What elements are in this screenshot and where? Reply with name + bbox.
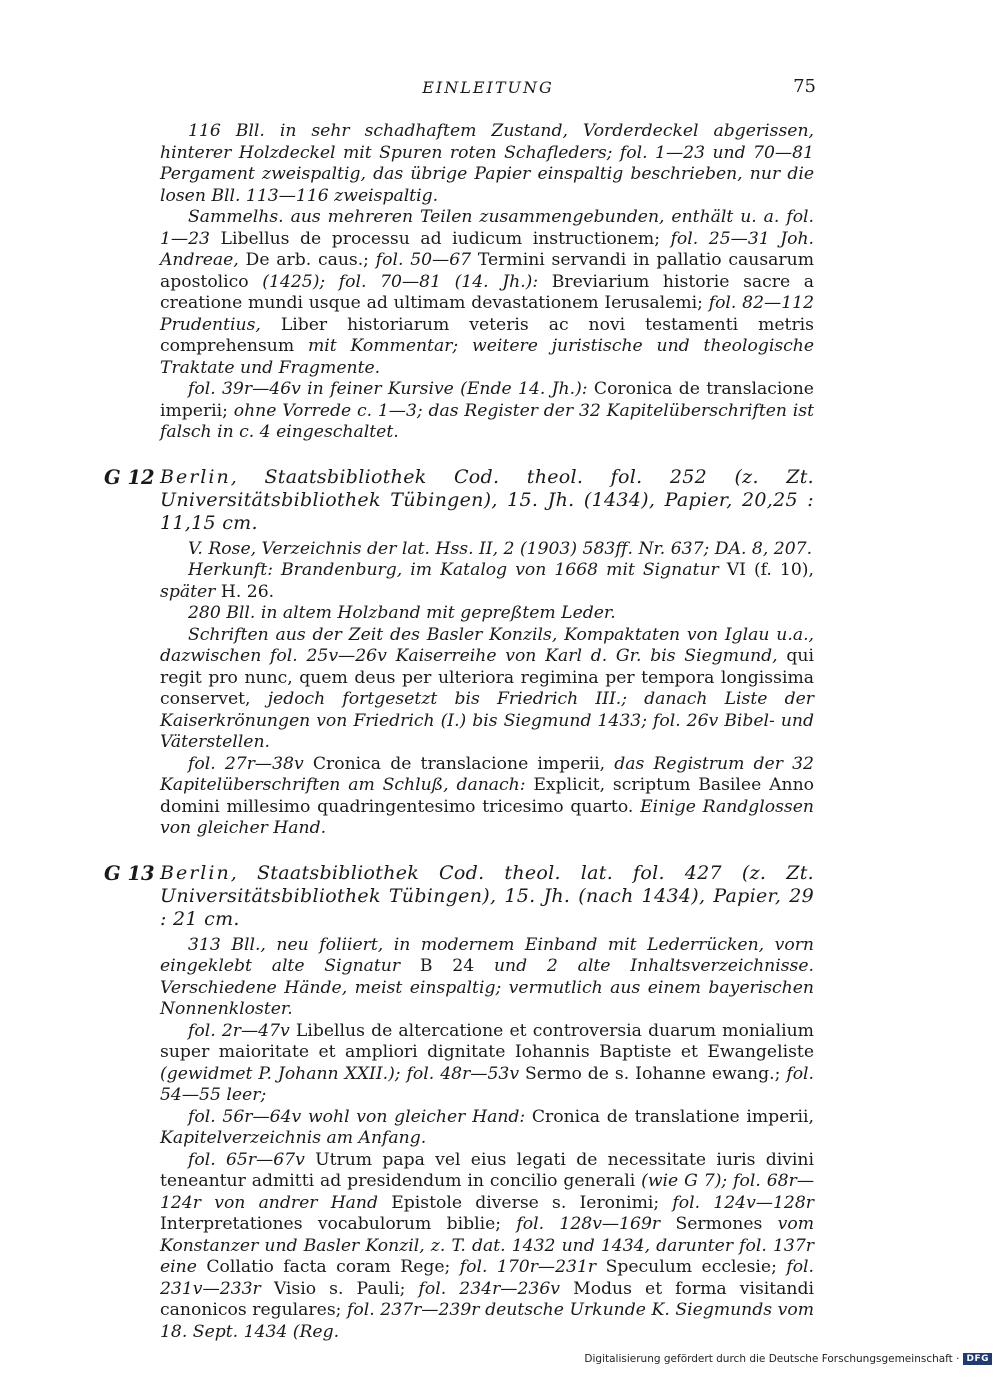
paragraph (160, 1107, 814, 1150)
digitization-footer (584, 1350, 992, 1368)
page-header (160, 78, 816, 100)
paragraph (160, 603, 814, 625)
paragraph (160, 935, 814, 1021)
text-run: später (160, 581, 216, 602)
text-run: Herkunft: Brandenburg, im Katalog von 1668 mit Signatur (188, 560, 719, 580)
footer-credit: Digitalisierung gefördert durch die Deutsche Forschungsgemeinschaft · (584, 1353, 960, 1365)
entry-heading-rest: , Staatsbibliothek Cod. theol. lat. fol. 427 (z. Zt. Universitätsbibliothek Tübingen), 15. Jh. (nach 1434), Papier, 29 : 21 cm. (160, 861, 814, 930)
text-run: fol. 56r—64v wohl von gleicher Hand: (188, 1106, 526, 1127)
text-run: fol. 39r—46v in feiner Kursive (Ende 14. Jh.): (188, 379, 588, 399)
paragraph (160, 625, 814, 754)
text-run: Utrum papa vel eius legati de necessitate iuris divini teneantur admitti ad presidendum in concilio generali (160, 1149, 814, 1191)
paragraph (160, 560, 814, 603)
text-run: fol. 128v—169r (516, 1214, 661, 1234)
text-run: fol. 27r—38v (188, 753, 304, 774)
page-number: 75 (793, 76, 816, 97)
text-run: Sermones (660, 1214, 778, 1234)
running-title: EINLEITUNG (422, 78, 554, 97)
paragraph (160, 379, 814, 444)
text-run: Interpretationes vocabulorum biblie; (160, 1214, 517, 1234)
text-run: Einige Randglossen von gleicher Hand. (160, 796, 814, 838)
text-run: Termini servandi in pallatio causarum apostolico (160, 250, 814, 292)
paragraph (160, 539, 814, 561)
text-run: (wie G 7); fol. 68r—124r von andrer Hand (160, 1171, 815, 1213)
text-run: qui regit pro nunc, quem deus per ulteriora regimina per tempora longissima conservet, (160, 646, 814, 709)
text-run: und 2 alte Inhaltsverzeichnisse. Verschiedene Hände, meist einspaltig; vermutlich aus einem bayerischen Nonnenkloster. (160, 956, 814, 1019)
text-run: Visio s. Pauli; (260, 1278, 419, 1299)
paragraph (160, 207, 814, 379)
text-run: Explicit, scriptum Basilee Anno domini millesimo quadringentesimo tricesimo quarto. (160, 775, 815, 817)
text-run: 116 Bll. in sehr schadhaftem Zustand, Vorderdeckel abgerissen, hinterer Holzdeckel mit Spuren roten Schafleders; fol. 1—23 und 70—81 Pergament zweispaltig, das übrige Papier einspaltig beschrieben, nur die losen Bll. 113—116 zweispaltig. (160, 121, 814, 206)
text-run: Libellus de altercatione et controversia duarum monialium super maioritate et ampliori dignitate Iohannis Baptiste et Ewangeliste (160, 1020, 814, 1062)
text-run: (gewidmet P. Johann XXII.); fol. 48r—53v (160, 1063, 520, 1084)
text-run: 313 Bll., neu foliiert, in modernem Einband mit Lederrücken, vorn eingeklebt alte Signatur (160, 934, 814, 976)
text-run: De arb. caus.; (238, 250, 376, 270)
text-run: fol. 82—112 Prudentius, (160, 293, 815, 335)
text-run: ohne Vorrede c. 1—3; das Register der 32 Kapitelüberschriften ist falsch in c. 4 eingeschaltet. (160, 400, 815, 442)
text-run: fol. 234r—236v (418, 1278, 561, 1299)
text-run: VI (f. 10), (718, 560, 814, 580)
text-run: das Registrum der 32 Kapitelüberschriften am Schluß, danach: (160, 753, 814, 795)
text-run: vom Konstanzer und Basler Konzil, z. T. dat. 1432 und 1434, darunter fol. 137r eine (160, 1214, 815, 1277)
entry-siglum: G 12 (104, 465, 155, 489)
text-run: Cronica de translatione imperii, (525, 1106, 814, 1127)
intro-section (160, 121, 814, 444)
entry-city: Berlin (160, 465, 231, 488)
text-run: fol. 2r—47v (188, 1020, 290, 1041)
entry-heading (160, 466, 814, 535)
text-run: Epistole diverse s. Ieronimi; (378, 1192, 673, 1213)
paragraph (160, 121, 814, 207)
paragraph (160, 1021, 814, 1107)
text-run: B 24 (400, 956, 494, 976)
text-run: (1425); fol. 70—81 (14. Jh.): (262, 271, 539, 292)
text-run: Sermo de s. Iohanne ewang.; (519, 1063, 787, 1084)
text-run: Sammelhs. aus mehreren Teilen zusammengebunden, enthält u. a. fol. 1—23 (160, 207, 814, 249)
text-run: fol. 65r—67v (188, 1149, 305, 1170)
text-run: Schriften aus der Zeit des Basler Konzils, Kompaktaten von Iglau u.a., dazwischen fol. 25v—26v Kaiserreihe von Karl d. Gr. bis Siegmund, (160, 624, 814, 666)
manuscript-entry-g13 (104, 861, 815, 1344)
paragraph (160, 1150, 814, 1344)
text-run: Liber historiarum veteris ac novi testamenti metris comprehensum (160, 314, 814, 356)
text-run: Breviarium historie sacre a creatione mundi usque ad ultimam devastationem Ierusalemi; (160, 271, 814, 313)
text-run: Collatio facta coram Rege; (196, 1257, 460, 1277)
text-run: jedoch fortgesetzt bis Friedrich III.; danach Liste der Kaiserkrönungen von Friedrich (I.) bis Siegmund 1433; fol. 26v Bibel- und Väterstellen. (160, 689, 814, 752)
text-run: fol. 170r—231r (459, 1257, 597, 1277)
text-run: Cronica de translacione imperii, (303, 753, 615, 774)
text-run: V. Rose, Verzeichnis der lat. Hss. II, 2 (1903) 583ff. Nr. 637; DA. 8, 207. (188, 538, 813, 559)
text-run: 280 Bll. in altem Holzband mit gepreßtem Leder. (188, 603, 616, 623)
paragraph (160, 754, 814, 840)
text-run: fol. 50—67 (375, 250, 472, 270)
text-run: fol. 25—31 Joh. Andreae, (160, 228, 815, 270)
text-run: fol. 54—55 leer; (160, 1063, 814, 1105)
entry-heading-rest: , Staatsbibliothek Cod. theol. fol. 252 (z. Zt. Universitätsbibliothek Tübingen), 15. Jh. (1434), Papier, 20,25 : 11,15 cm. (160, 465, 814, 534)
text-run: mit Kommentar; weitere juristische und theologische Traktate und Fragmente. (160, 336, 815, 378)
main-text (104, 121, 815, 1343)
text-run: Kapitelverzeichnis am Anfang. (160, 1128, 427, 1148)
text-run: Coronica de translacione imperii; (160, 379, 814, 421)
manuscript-entry-g12 (104, 465, 815, 840)
entry-city: Berlin (160, 861, 231, 884)
text-run: fol. 124v—128r (672, 1192, 815, 1213)
text-run: fol. 237r—239r deutsche Urkunde K. Siegmunds vom 18. Sept. 1434 (Reg. (160, 1300, 815, 1342)
entry-heading (160, 862, 814, 931)
text-run: Speculum ecclesie; (596, 1257, 787, 1277)
dfg-logo: DFG (963, 1353, 992, 1365)
text-run: Modus et forma visitandi canonicos regulares; (160, 1278, 814, 1320)
text-run: fol. 231v—233r (160, 1257, 814, 1299)
entry-siglum: G 13 (104, 861, 155, 885)
text-run: Libellus de processu ad iudicum instructionem; (220, 228, 671, 249)
text-run: H. 26. (215, 581, 275, 602)
